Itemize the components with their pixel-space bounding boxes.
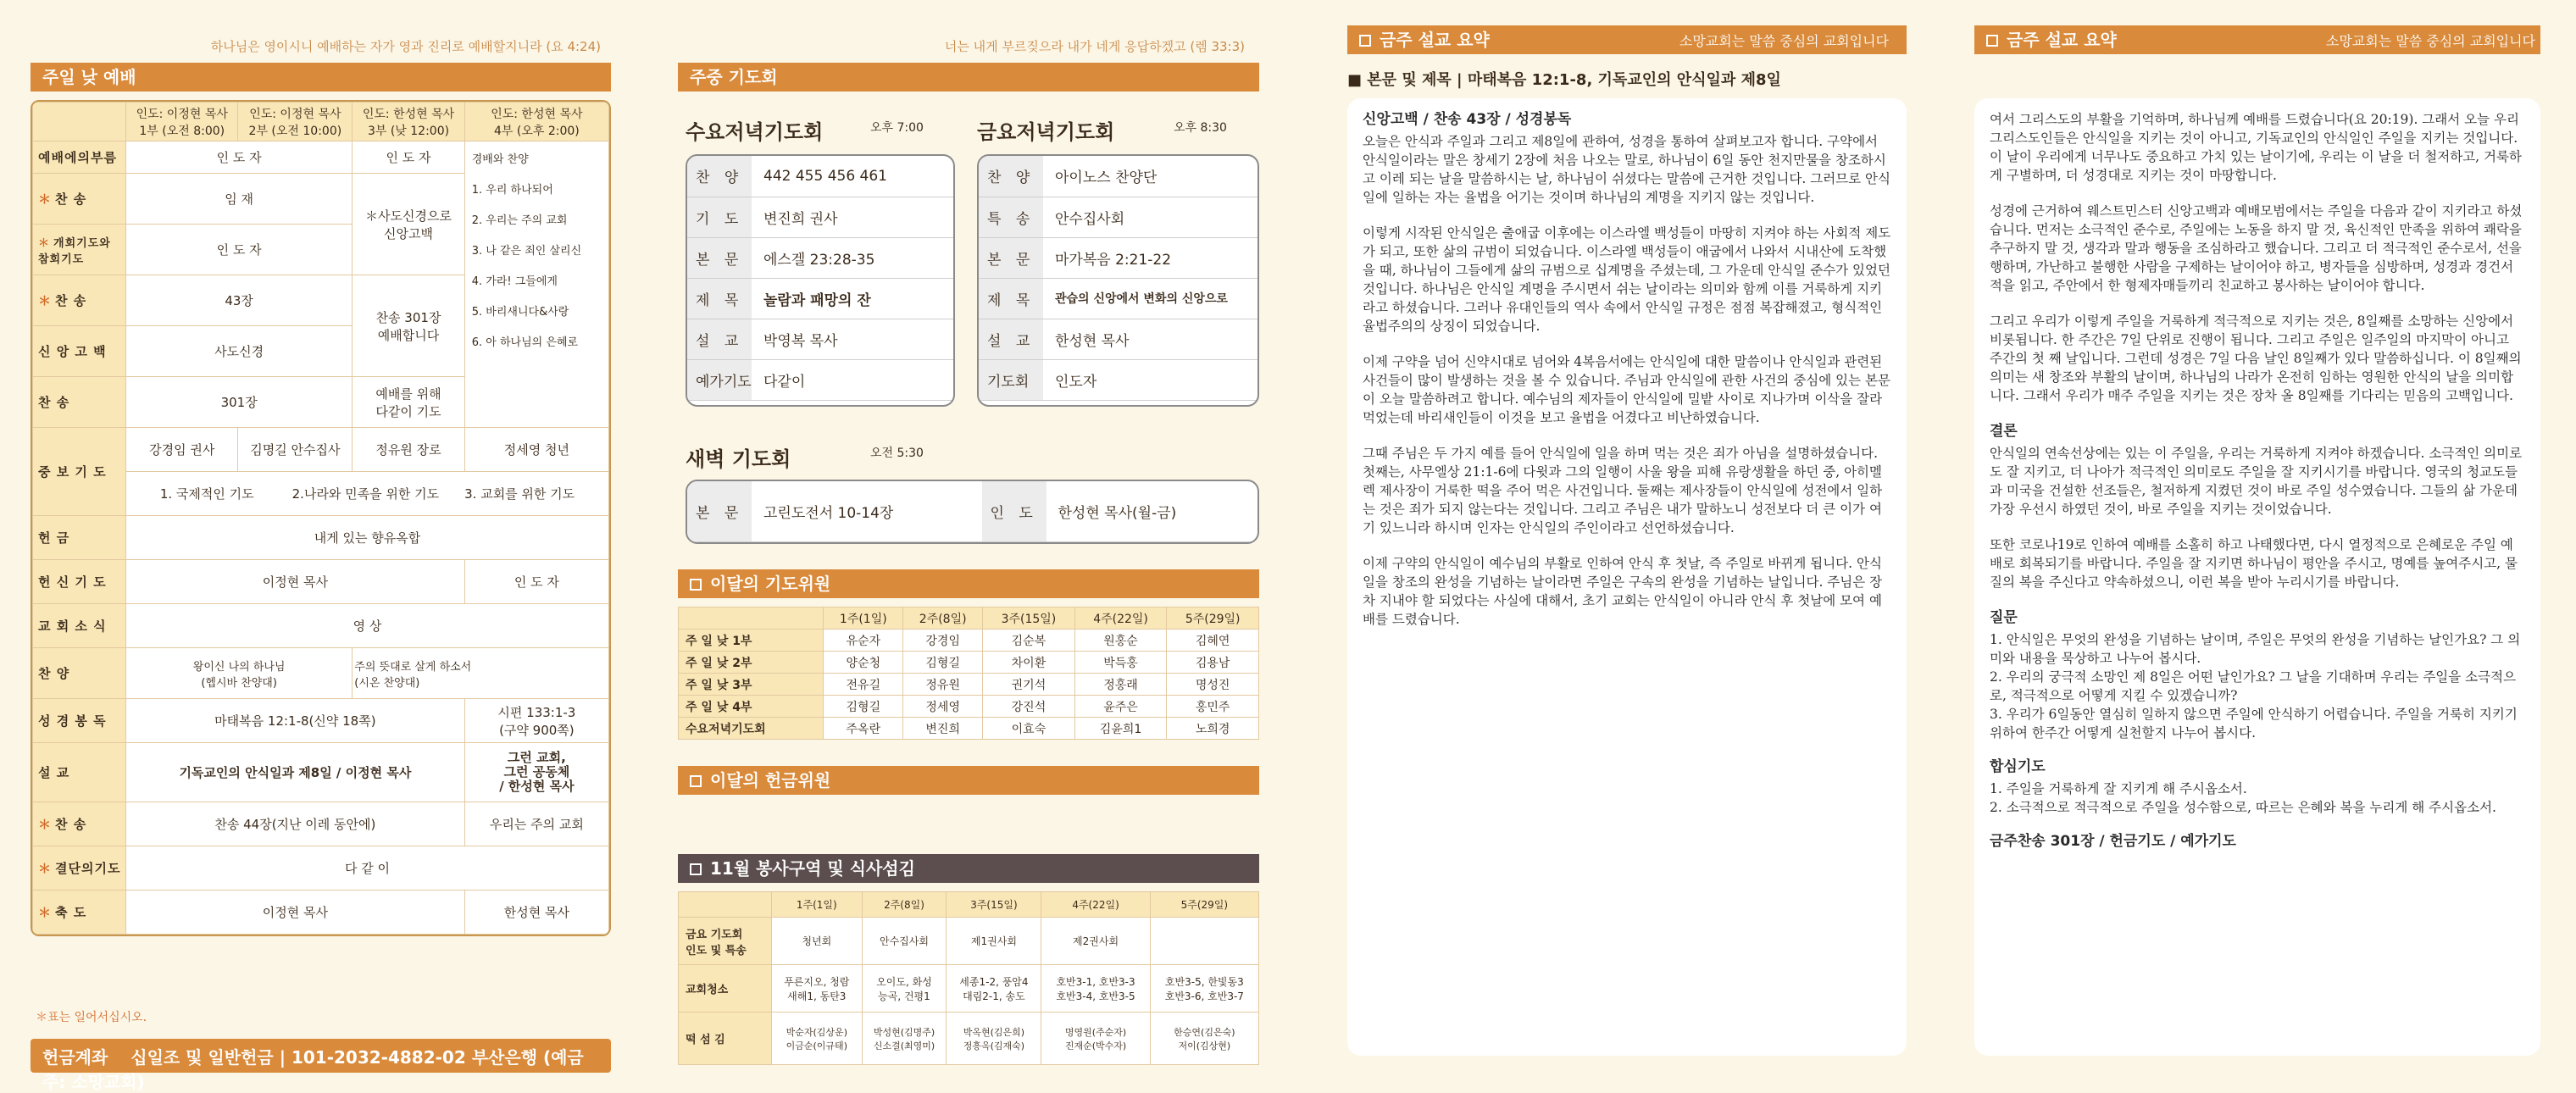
col-header-1: 인도: 이정현 목사 1부 (오전 8:00) [126,103,238,141]
question-item: 1. 안식일은 무엇의 완성을 기념하는 날이며, 주일은 무엇의 완성을 기념하는 날인가요? 그 의미와 내용을 묵상하고 나누어 봅시다. [1990,632,2521,666]
section-title-sermon-summary: 금주 설교 요약 [1347,25,1907,54]
row-value: 기독교인의 안식일과 제8일 / 이정현 목사 [126,743,465,802]
verse-banner: 너는 내게 부르짖으라 내가 네게 응답하겠고 (렘 33:3) [944,39,1245,54]
prayer-item: 1. 주일을 거룩하게 잘 지키게 해 주시옵소서. [1990,781,2247,796]
sermon-footer: 금주찬송 301장 / 헌금기도 / 예가기도 [1990,833,2236,850]
col-header-2: 인도: 이정현 목사 2부 (오전 10:00) [238,103,353,141]
praise-list: 경배와 찬양 1. 우리 하나되어 2. 우리는 주의 교회 3. 나 같은 죄인 살리신 4. 가라! 그들에게 5. 바리새니다&사랑 6. 아 하나님의 은혜로 [464,141,608,428]
wed-prayer-box: 찬 양 442 455 456 461 기 도 변진희 권사 본 문 에스겔 23:28-35 제 목 놀람과 패망의 잔 설 교 박영복 목사 예가기도 다같이 [686,154,955,407]
sermon-paragraph: 이제 구약의 안식일이 예수님의 부활로 인하여 안식 후 첫날, 즉 주일로 바뀌게 됩니다. 안식일을 창조의 완성을 기념하는 날이라면 주일은 구속의 완성을 기념하는 날입니다. 주님은 장차 지내야 할 되었다는 사실에 대해서, 초기 교회는 안식일이 아니라 안식 후 첫날에 모여 예배를 드렸습니다. [1363,556,1883,627]
section-title-service-areas: 11월 봉사구역 및 식사섬김 [678,854,1259,883]
prayer-item: 2. 소극적으로 적극적으로 주일을 성수함으로, 따르는 은혜와 복을 누리게 해 주시옵소서. [1990,800,2496,815]
intercede-name: 강경임 권사 [126,428,238,472]
sermon-paragraph: 오늘은 안식과 주일과 그리고 제8일에 관하여, 성경을 통하여 살펴보고자 합니다. 구약에서 안식일이라는 말은 창세기 2장에 처음 나오는 말로, 하나님이 6일 동안 천지만물을 창조하시고 이레 되는 날을 말씀하시는 날, 하나님이 쉬셨다는 말씀에 근거한 것입니다. 그러므로 안식일에 일하는 자는 율법을 어기는 것이며 하나님의 계명을 지키지 않는 것입니다. [1363,134,1890,205]
intercede-name: 김명길 안수집사 [238,428,353,472]
row-label: 중 보 기 도 [33,428,126,516]
row-value: 인 도 자 [126,141,353,174]
section-title-monthly-prayer: 이달의 기도위원 [678,569,1259,598]
questions-heading: 질문 [1990,609,2018,626]
intercede-name: 정세영 청년 [464,428,608,472]
row-value: 내게 있는 향유옥합 [126,516,609,560]
panel-sermon-summary-2 [1929,0,2576,1092]
row-label: 성 경 봉 독 [33,699,126,743]
row-value: 주의 뜻대로 살게 하소서 (시온 찬양대) [353,648,609,699]
sermon-paragraph: 그때 주님은 두 가지 예를 들어 안식일에 일을 하며 먹는 것은 죄가 아님을 설명하셨습니다. 첫째는, 사무엘상 21:1-6에 다윗과 그의 일행이 사울 왕을 피해 유랑생활을 하던 중, 아히멜렉 제사장이 거룩한 떡을 주어 먹은 사건입니다. 둘째는 제사장들이 안식일에 성전에서 일하는 것은 죄가 되지 않는다는 것입니다. 그리고 주님은 내가 말하노니 성전보다 더 큰 이가 여기 있느니라 하시며 인자는 안식일의 주인이라고 선언하셨습니다. [1363,446,1883,535]
sermon-paragraph: 여서 그리스도의 부활을 기억하며, 하나님께 예배를 드렸습니다(요 20:19). 그래서 오늘 우리 그리스도인들은 안식일을 지키는 것이 아니고, 기독교인의 안식일인 주일을 지키는 것입니다. 이 날이 우리에게 너무나도 중요하고 가치 있는 날이기에, 우리는 이 날을 더 철저하고, 거룩하게 구별하며, 더 성경대로 지키는 것이 마땅합니다. [1990,112,2522,183]
dawn-prayer-time: 오전 5:30 [870,447,924,460]
row-value: 다 같 이 [126,846,609,890]
row-label: ＊ 축 도 [33,890,126,935]
section-title-offering-committee: 이달의 헌금위원 [678,766,1259,795]
sermon-body [1974,98,2540,1056]
sermon-body [1347,98,1907,1056]
sermon-paragraph: 성경에 근거하여 웨스트민스터 신앙고백과 예배모범에서는 주일을 다음과 같이 지키라고 하셨습니다. 먼저는 소극적인 준수로, 주일에는 노동을 하지 말 것, 육신적인 만족을 위하여 쾌락을 추구하지 말 것, 생각과 말과 행동을 조심하라고 했습니다. 그리고 더 적극적인 준수로서, 선을 행하며, 가난하고 불행한 사람을 구제하는 날이어야 하고, 병자들을 심방하며, 성경과 경건서적을 읽고, 주안에서 한 형제자매들끼리 친교하고 봉사하는 날이어야 합니다. [1990,203,2523,293]
row-value: 인 도 자 [464,560,608,604]
dawn-prayer-box: 본 문 고린도전서 10-14장 인 도 한성현 목사(월-금) [686,480,1259,544]
row-value: 임 재 [126,174,353,225]
row-value: 예배를 위해 다같이 기도 [353,377,464,428]
offering-account: 헌금계좌 십일조 및 일반헌금 | 101-2032-4882-02 부산은행 (예금주: 소망교회) [31,1039,611,1073]
conclusion-heading: 결론 [1990,423,2018,440]
row-value: 왕이신 나의 하나님 (헵시바 찬양대) [126,648,353,699]
row-value: 이정현 목사 [126,560,465,604]
sermon-paragraph: 이제 구약을 넘어 신약시대로 넘어와 4복음서에는 안식일에 대한 말씀이나 안식일과 관련된 사건들이 많이 발생하는 것을 볼 수 있습니다. 주님과 안식일에 관한 사건의 중심에 있는 본문이 오늘 말씀하려고 합니다. 예수님의 제자들이 안식일에 밀밭 사이로 지나가며 이삭을 잘라 먹었는데 바리새인들이 이것을 보고 율법을 어겼다고 비난하였습니다. [1363,354,1890,425]
row-label: ＊ 찬 송 [33,802,126,846]
wed-prayer-title: 수요저녁기도회 [686,120,824,144]
panel-weekly-prayer [641,0,1285,1092]
section-title-sermon-summary: 금주 설교 요약 [1974,25,2540,54]
row-value: 이정현 목사 [126,890,465,935]
row-label: 신 앙 고 백 [33,326,126,377]
fri-prayer-title: 금요저녁기도회 [977,120,1115,144]
row-label: 예배에의부름 [33,141,126,174]
church-motto: 소망교회는 말씀 중심의 교회입니다 [2325,33,2535,49]
monthly-prayer-table: 1주(1일) 2주(8일) 3주(15일) 4주(22일) 5주(29일) 주 일 낮 1부 유순자 강경임 김순복 원홍순 김혜연 주 일 낮 2부 양순청 김형길 차이환 박득홍 김용남 주 일 낮 3부 전유길 정유원 권기석 정홍래 명성진 주 일 낮 4부 김형길 정세영 강진석 윤주은 홍민주 수요저녁기도회 주옥란 변진희 이효숙 김윤희1 노희경 [678,607,1259,740]
question-item: 3. 우리가 6일동안 열심히 일하지 않으면 주일에 안식하기 어렵습니다. 주일을 거룩히 지키기 위하여 한주간 어떻게 실천할지 나누어 봅시다. [1990,707,2518,741]
sermon-paragraph: 그리고 우리가 이렇게 주일을 거룩하게 적극적으로 지키는 것은, 8일째를 소망하는 신앙에서 비롯됩니다. 한 주간은 7일 단위로 진행이 됩니다. 그리고 주일은 일주일의 마지막이 아니고 주간의 첫 째 날입니다. 그런데 성경은 7일 다음 날인 8일째가 있다 말씀하십니다. 이 8일째의 의미는 새 창조와 부활의 날이며, 하나님의 나라가 온전히 임하는 영원한 안식의 날을 의미합니다. 그래서 우리가 매주 주일을 지키는 것은 장차 올 8일째를 기다리는 믿음의 고백입니다. [1990,313,2522,403]
conclusion-text: 또한 코로나19로 인하여 예배를 소홀히 하고 나태했다면, 다시 열정적으로 은혜로운 주일 예배로 회복되기를 바랍니다. 주일을 잘 지키면 하나님이 평안을 주시고, 명예를 높여주시고, 물질의 복을 주신다고 약속하셨으니, 이런 복을 받아 누리시기를 바랍니다. [1990,537,2518,590]
row-value: 43장 [126,275,353,326]
row-label: 찬 송 [33,377,126,428]
row-label: 헌 금 [33,516,126,560]
fri-prayer-box: 찬 양 아이노스 찬양단 특 송 안수집사회 본 문 마가복음 2:21-22 제 목 관습의 신앙에서 변화의 신앙으로 설 교 한성현 목사 기도회 인도자 [977,154,1259,407]
service-area-table: 1주(1일) 2주(8일) 3주(15일) 4주(22일) 5주(29일) 금요 기도회 인도 및 특송 청년회 안수집사회 제1권사회 제2권사회 교회청소 푸른지오, 청람 새해1, 동탄3 오이도, 화성 능곡, 건평1 세종1-2, 풍암4 대림2-1, 송도 호반3-1, 호반3-3 호반3-4, 호반3-5 호반3-5, 한빛동3 호반3-6, 호반3-7 떡 섬 김 박순자(김상운) 이금순(이규태) 박성현(김명주) 신소결(최영미) 박옥현(김은희) 정흥옥(김재숙) 명영원(주순자) 진재순(박수자) 한승연(김은숙) 저이(김상현) [678,891,1259,1065]
panel-worship-order [0,0,641,1092]
dawn-prayer-title: 새벽 기도회 [686,447,791,471]
row-value: 301장 [126,377,353,428]
row-label: ＊ 개회기도와 참회기도 [33,225,126,275]
section-title-weekly-prayer: 주중 기도회 [678,63,1259,92]
row-value: 사도신경 [126,326,353,377]
standing-note: ＊표는 일어서십시오. [36,1011,147,1024]
section-title-sunday-worship: 주일 낮 예배 [31,63,611,92]
row-value: 한성현 목사 [464,890,608,935]
question-item: 2. 우리의 궁극적 소망인 제 8일은 어떤 날인가요? 그 날을 기대하며 우리는 주일을 소극적으로, 적극적으로 어떻게 지킬 수 있겠습니까? [1990,669,2517,703]
sermon-subject: ■ 본문 및 제목 | 마태복음 12:1-8, 기독교인의 안식일과 제8일 [1347,71,1781,89]
fri-prayer-time: 오후 8:30 [1174,121,1227,135]
col-header-3: 인도: 한성현 목사 3부 (낮 12:00) [353,103,464,141]
row-label: 헌 신 기 도 [33,560,126,604]
row-value: 마태복음 12:1-8(신약 18쪽) [126,699,465,743]
wed-prayer-time: 오후 7:00 [870,121,924,135]
row-value: 찬송 44장(지난 이레 동안에) [126,802,465,846]
row-value: 우리는 주의 교회 [464,802,608,846]
row-label: ＊ 찬 송 [33,174,126,225]
row-label: ＊ 결단의기도 [33,846,126,890]
row-value: 그런 교회, 그런 공동체 / 한성현 목사 [464,743,608,802]
service-order-table [31,100,611,936]
row-value: 영 상 [126,604,609,648]
row-value: 인 도 자 [353,141,464,174]
row-value: 찬송 301장 예배합니다 [353,275,464,377]
sermon-opening: 신앙고백 / 찬송 43장 / 성경봉독 [1363,111,1572,128]
intercede-topics: 1. 국제적인 기도 2.나라와 민족을 위한 기도 3. 교회를 위한 기도 [126,472,609,516]
intercede-name: 정유원 장로 [353,428,464,472]
row-value: ＊사도신경으로 신앙고백 [353,174,464,275]
row-value: 시편 133:1-3 (구약 900쪽) [464,699,608,743]
row-label: 교 회 소 식 [33,604,126,648]
row-value: 인 도 자 [126,225,353,275]
church-motto: 소망교회는 말씀 중심의 교회입니다 [1679,33,1889,49]
verse-banner: 하나님은 영이시니 예배하는 자가 영과 진리로 예배할지니라 (요 4:24) [210,39,601,54]
sermon-paragraph: 이렇게 시작된 안식일은 출애굽 이후에는 이스라엘 백성들이 마땅히 지켜야 하는 사회적 제도가 되고, 또한 삶의 규범이 되었습니다. 이스라엘 백성들이 애굽에서 나와서 시내산에 도착했을 때, 하나님이 그들에게 삶의 규범으로 십계명을 주셨는데, 그 가운데 안식일 준수가 있었던 것입니다. 하나님은 안식일 계명을 주시면서 쉬는 날이라는 의미와 함께 이를 거룩하게 지키라고 하셨습니다. 그러나 유대인들의 역사 속에서 안식일 규정은 점점 복잡해졌고, 형식적인 율법주의의 상징이 되었습니다. [1363,225,1891,334]
row-label: ＊ 찬 송 [33,275,126,326]
conclusion-text: 안식일의 연속선상에는 있는 이 주일을, 우리는 거룩하게 지켜야 하겠습니다. 소극적인 의미로도 잘 지키고, 더 나아가 적극적인 의미로도 주일을 잘 지키시기를 바랍니다. 영국의 청교도들과 미국을 건설한 선조들은, 철저하게 지켰던 것이 바로 주일 성수였습니다. 그들의 삶 가운데 가장 우선시 하였던 것이, 바로 주일을 지키는 것이었습니다. [1990,446,2523,517]
panel-sermon-summary-1 [1285,0,1929,1092]
prayer-heading: 합심기도 [1990,758,2046,775]
row-label: 찬 양 [33,648,126,699]
col-header-4: 인도: 한성현 목사 4부 (오후 2:00) [464,103,608,141]
row-label: 설 교 [33,743,126,802]
